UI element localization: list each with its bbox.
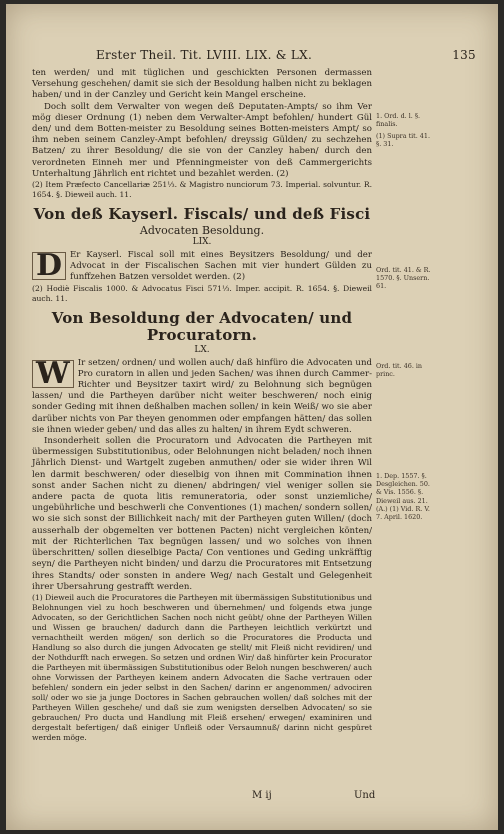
running-head-title: Erster Theil. Tit. LVIII. LIX. & LX. xyxy=(96,48,313,62)
block-text: Von Besoldung der Advocaten/ und Procuratorn. xyxy=(51,308,353,344)
footnote xyxy=(32,284,372,304)
block-text: ten werden/ und mit tüglichen und geschickten Personen dermassen Versehung geschehen/ damit sie sich der Besoldung halben nicht zu beklagen haben/ und in der Canzley und Gericht kein Mangel erscheine. xyxy=(32,68,372,101)
marginal-note: Ord. tit. 46. in princ. xyxy=(376,362,423,379)
section-heading xyxy=(32,310,372,344)
section-number xyxy=(32,237,372,248)
block-text: Doch sollt dem Verwalter von wegen deß Deputaten-Ampts/ so ihm Ver mög dieser Ordnung (1) neben dem Verwalter-Ampt befohlen/ hundert Gül den/ und dem Botten-meister zu Besoldung seines Botten-meisters Ampt/ so ihm neben seinem Canzley-Ampt befohlen/ dreyssig Gülden/ zu sechzehen Batzen/ zu ihrer Besoldung/ die sie von der Canzley haben/ durch den verordneten Einneh mer und Pfenningmeister von deß Cammergerichts Unterhaltung Jährlich ent richtet und bezahlet werden. (2) xyxy=(32,101,372,179)
block-text: Ir setzen/ ordnen/ und wollen auch/ daß hinfüro die Advocaten und Pro curatorn in allen und jeden Sachen/ was ihnen durch Cammer-Richter und Beysitzer taxirt wird/ zu Belohnung sich begnügen lassen/ und die Partheyen darüber nicht weiter beschweren/ noch einig sonder Geding mit ihnen deßhalben machen sollen/ in kein Weiß/ wo sie aber darüber nichts von Par theyen genommen oder empfangen hätten/ das sollen sie ihnen wieder geben/ und das alles zu halten/ in ihrem Eydt schweren. xyxy=(32,357,372,435)
running-head xyxy=(96,48,476,62)
paragraph xyxy=(32,102,372,180)
block-text: (2) Hodiè Fiscalis 1000. & Advocatus Fisci 571⅓. Imper. accipit. R. 1654. §. Dieweil auch. 11. xyxy=(32,283,372,303)
drop-cap: W xyxy=(32,360,74,388)
marginal-note: 1. Dep. 1557. §. Desgleichen. 50. & Vis. 1556. §. Dieweil aus. 21. (A.) (1) Vid. R. V. 7. April. 1620. xyxy=(376,472,430,522)
section-subheading xyxy=(32,224,372,237)
page-number: 135 xyxy=(452,48,476,62)
paragraph xyxy=(32,250,372,284)
block-text: Insonderheit sollen die Procuratorn und Advocaten die Partheyen mit übermessigen Substitutionibus, oder Belohnungen nicht beladen/ noch ihnen Jährlich Dienst- und Wartgelt zugeben anmuthen/ oder sie wider ihren Wil len darmit beschweren/ oder dieselbig von ihnen mit Commination ihnen sonst ander Sachen nicht zu dienen/ abdringen/ viel weniger sollen sie andere pacta de quota litis remuneratoria, oder sonst unziemliche/ ungebührliche und beschwerli che Conventiones (1) machen/ sondern sollen/ wo sie sich sonst der Billichkeit nach/ mit der Partheyen guten Willen/ (doch ausserhalb der obgemelten ver bottenen Pacten) nicht vergleichen könten/ mit der Richterlichen Tax begnügen lassen/ und wo solches von ihnen überschritten/ sollen dieselbige Pacta/ Con ventiones und Geding unkräfftig seyn/ die Partheyen nicht binden/ und darzu die Procuratores mit Entsetzung ihres Standts/ oder sonsten in andere Weg/ nach Gestalt und Gelegenheit ihrer Ubersahrung gestrafft werden. xyxy=(32,436,372,592)
paragraph xyxy=(32,68,372,102)
footnote xyxy=(32,180,372,200)
paragraph xyxy=(32,436,372,593)
section-number xyxy=(32,345,372,356)
block-text: (1) Dieweil auch die Procuratores die Partheyen mit übermässigen Substitutionibus und Belohnungen viel zu hoch beschweren und übernehmen/ und folgends etwa junge Advocaten, so der Gerichtlichen Sachen noch nicht geübt/ ohne der Partheyen Willen und Wissen ge brauchen/ dadurch dann die Partheyen leichtlich verkürtzt und vernachtheilt werden mögen/ son derlich so die Procuratores die Producta und Handlung so also durch die jungen Advocaten ge stellt/ mit Fleiß nicht revidiren/ und der Nothdurfft nach erwegen. So setzen und ordnen Wir/ daß hinfürter kein Procurator die Partheyen mit übermässigen Substitutionibus oder Beloh nungen beschweren/ auch ohne Vorwissen der Partheyen keinem andern Advocaten die Sache vertrauen oder befehlen/ sondern ein jeder selbst in den Sachen/ darinn er angenommen/ advociren soll/ oder wo sie ja junge Doctores in Sachen gebrauchen wollen/ daß solches mit der Partheyen Willen geschehe/ und daß sie zum wenigsten derselben Advocaten/ so sie gebrauchen/ Pro ducta und Handlung mit Fleiß ersehen/ erwegen/ examiniren und dergestalt befertigen/ daß einiger Unfleiß oder Versaumnuß/ darinn nicht gespüret werden möge. xyxy=(32,592,372,742)
block-text: LIX. xyxy=(192,237,212,248)
block-text: Er Kayserl. Fiscal soll mit eines Beysitzers Besoldung/ und der Advocat in der Fiscalischen Sachen mit vier hundert Gülden zu funffzehen Batzen versoldet werden. (2) xyxy=(70,250,372,283)
drop-cap: D xyxy=(32,252,66,280)
footnote xyxy=(32,593,372,743)
book-page xyxy=(6,4,498,830)
block-text: Advocaten Besoldung. xyxy=(139,224,265,238)
block-text: LX. xyxy=(194,344,210,355)
marginal-note: (1) Supra tit. 41. §. 31. xyxy=(376,132,430,149)
section-heading xyxy=(32,206,372,223)
signature-mark: M ij xyxy=(252,790,272,801)
catchword: Und xyxy=(354,790,376,801)
marginal-note: Ord. tit. 41. & R. 1570. §. Unsern. 61. xyxy=(376,266,431,291)
marginal-note: 1. Ord. d. l. §. finalis. xyxy=(376,112,421,129)
block-text: Von deß Kayserl. Fiscals/ und deß Fisci xyxy=(33,205,371,224)
block-text: (2) Item Præfecto Cancellariæ 251⅓. & Magistro nunciorum 73. Imperial. solvuntur. R. 1654. §. Dieweil auch. 11. xyxy=(32,180,372,200)
paragraph xyxy=(32,355,372,436)
main-text-column xyxy=(32,68,372,743)
